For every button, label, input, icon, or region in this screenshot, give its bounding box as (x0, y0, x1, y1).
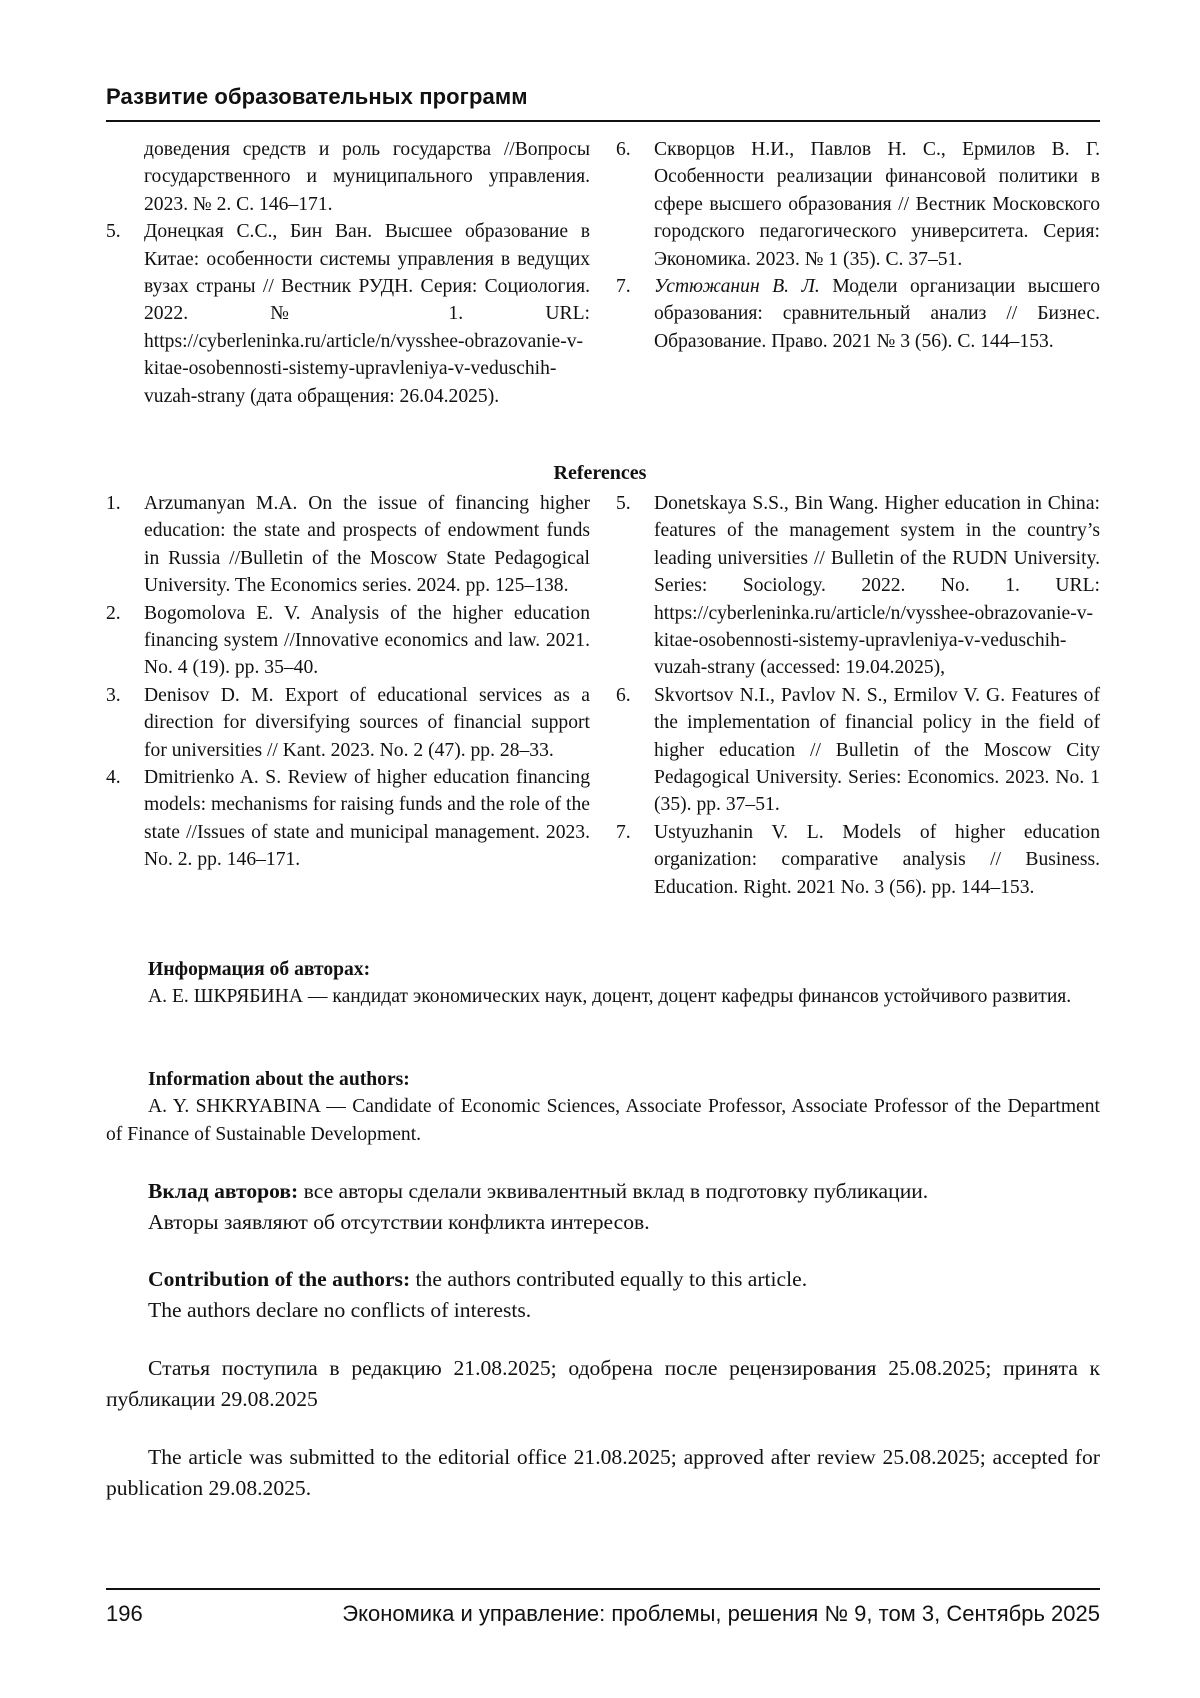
reference-body: Модели организации высшего образования: сравнительный анализ // Бизнес. Образование. Право. 2021 № 3 (56). С. 144–153. (654, 276, 1100, 352)
reference-number: 6. (616, 684, 631, 706)
reference-number: 7. (616, 276, 631, 298)
dates-text: Статья поступила в редакцию 21.08.2025; одобрена после рецензирования 25.08.2025; принята к публикации 29.08.2025 (106, 1356, 1100, 1411)
reference-item-4-continuation (106, 136, 590, 218)
authors-info-heading: Information about the authors: (148, 1069, 410, 1090)
page-number: 196 (106, 1601, 143, 1626)
article-dates-ru (106, 1353, 1100, 1415)
references-en-right-column (616, 490, 1100, 901)
reference-number: 5. (616, 493, 631, 514)
reference-text: Донецкая С.С., Бин Ван. Высшее образование в Китае: особенности системы управления в ведущих вузах страны // Вестник РУДН. Серия: Социология. 2022. № 1. URL: https://cyberleninka.ru/article/n/vysshee-obrazovanie-v-kitae-osobennosti-sistemy-upravleniya-v-veduschih-vuzah-strany (дата обращения: 26.04.2025). (144, 221, 590, 407)
reference-text: доведения средств и роль государства //Вопросы государственного и муниципального управления. 2023. № 2. С. 146–171. (144, 139, 590, 215)
reference-item-5 (106, 218, 590, 410)
reference-text: Скворцов Н.И., Павлов Н. С., Ермилов В. Г. Особенности реализации финансовой политики в сфере высшего образования // Вестник Московского городского педагогического университета. Серия: Экономика. 2023. № 1 (35). С. 37–51. (654, 139, 1100, 270)
header-divider (106, 120, 1100, 122)
article-dates-en (106, 1442, 1100, 1504)
reference-number: 3. (106, 684, 121, 706)
contribution-ru (106, 1176, 1100, 1238)
reference-text (654, 273, 1100, 355)
reference-en-item-2 (106, 600, 590, 682)
conflict-statement: The authors declare no conflicts of interests. (148, 1298, 532, 1322)
reference-en-item-5 (616, 490, 1100, 682)
reference-text: Donetskaya S.S., Bin Wang. Higher education in China: features of the management system in the country’s leading universities // Bulletin of the RUDN University. Series: Sociology. 2022. No. 1. URL: https://cyberleninka.ru/article/n/vysshee-obrazovanie-v-kitae-osobennosti-sistemy-upravleniya-v-veduschih-vuzah-strany (accessed: 19.04.2025), (654, 493, 1100, 679)
contribution-line (106, 1264, 1100, 1295)
reference-text: Dmitrienko A. S. Review of higher education financing models: mechanisms for raising funds and the role of the state //Issues of state and municipal management. 2023. No. 2. pp. 146–171. (144, 767, 590, 871)
references-ru-right-column (616, 136, 1100, 355)
reference-en-item-1 (106, 490, 590, 600)
reference-number: 2. (106, 602, 121, 624)
reference-number: 4. (106, 767, 121, 789)
running-header-title: Развитие образовательных программ (106, 84, 528, 109)
references-heading: References (553, 462, 647, 484)
reference-text: Ustyuzhanin V. L. Models of higher education organization: comparative analysis // Business. Education. Right. 2021 No. 3 (56). pp. 144–153. (654, 821, 1100, 898)
contribution-text: все авторы сделали эквивалентный вклад в подготовку публикации. (298, 1179, 929, 1203)
reference-number: 1. (106, 493, 121, 514)
authors-info-heading: Информация об авторах: (148, 959, 371, 980)
reference-author: Устюжанин В. Л. (654, 276, 820, 298)
contribution-label: Contribution of the authors: (148, 1267, 411, 1291)
conflict-statement: Авторы заявляют об отсутствии конфликта интересов. (148, 1210, 650, 1234)
reference-item-7 (616, 273, 1100, 355)
reference-en-item-4 (106, 764, 590, 874)
reference-number: 7. (616, 821, 631, 843)
footer-divider (106, 1588, 1100, 1590)
reference-en-item-7 (616, 819, 1100, 901)
reference-text: Denisov D. M. Export of educational services as a direction for diversifying sources of financial support for universities // Kant. 2023. No. 2 (47). pp. 28–33. (144, 684, 590, 761)
authors-info-text: А. Е. ШКРЯБИНА — кандидат экономических наук, доцент, доцент кафедры финансов устойчивого развития. (148, 986, 1072, 1008)
reference-en-item-3 (106, 682, 590, 764)
contribution-en (106, 1264, 1100, 1326)
authors-info-en (106, 1066, 1100, 1148)
contribution-label: Вклад авторов: (148, 1179, 299, 1203)
references-ru-left-column (106, 136, 590, 410)
contribution-text: the authors contributed equally to this article. (410, 1267, 808, 1291)
references-en-left-column (106, 490, 590, 874)
reference-number: 5. (106, 221, 121, 243)
reference-text: Bogomolova E. V. Analysis of the higher education financing system //Innovative economics and law. 2021. No. 4 (19). pp. 35–40. (144, 602, 590, 679)
contribution-line (106, 1176, 1100, 1207)
authors-info-ru (106, 956, 1100, 1011)
reference-en-item-6 (616, 682, 1100, 819)
reference-item-6 (616, 136, 1100, 273)
journal-name: Экономика и управление: проблемы, решения № 9, том 3, Сентябрь 2025 (342, 1601, 1100, 1626)
dates-text: The article was submitted to the editorial office 21.08.2025; approved after review 25.08.2025; accepted for publication 29.08.2025. (106, 1445, 1100, 1500)
authors-info-text: A. Y. SHKRYABINA — Candidate of Economic Sciences, Associate Professor, Associate Professor of the Department of Finance of Sustainable Development. (106, 1096, 1100, 1145)
reference-text: Arzumanyan M.A. On the issue of financing higher education: the state and prospects of endowment funds in Russia //Bulletin of the Moscow State Pedagogical University. The Economics series. 2024. pp. 125–138. (144, 493, 590, 597)
reference-text: Skvortsov N.I., Pavlov N. S., Ermilov V. G. Features of the implementation of financial policy in the field of higher education // Bulletin of the Moscow City Pedagogical University. Series: Economics. 2023. No. 1 (35). pp. 37–51. (654, 684, 1100, 816)
reference-number: 6. (616, 139, 631, 160)
